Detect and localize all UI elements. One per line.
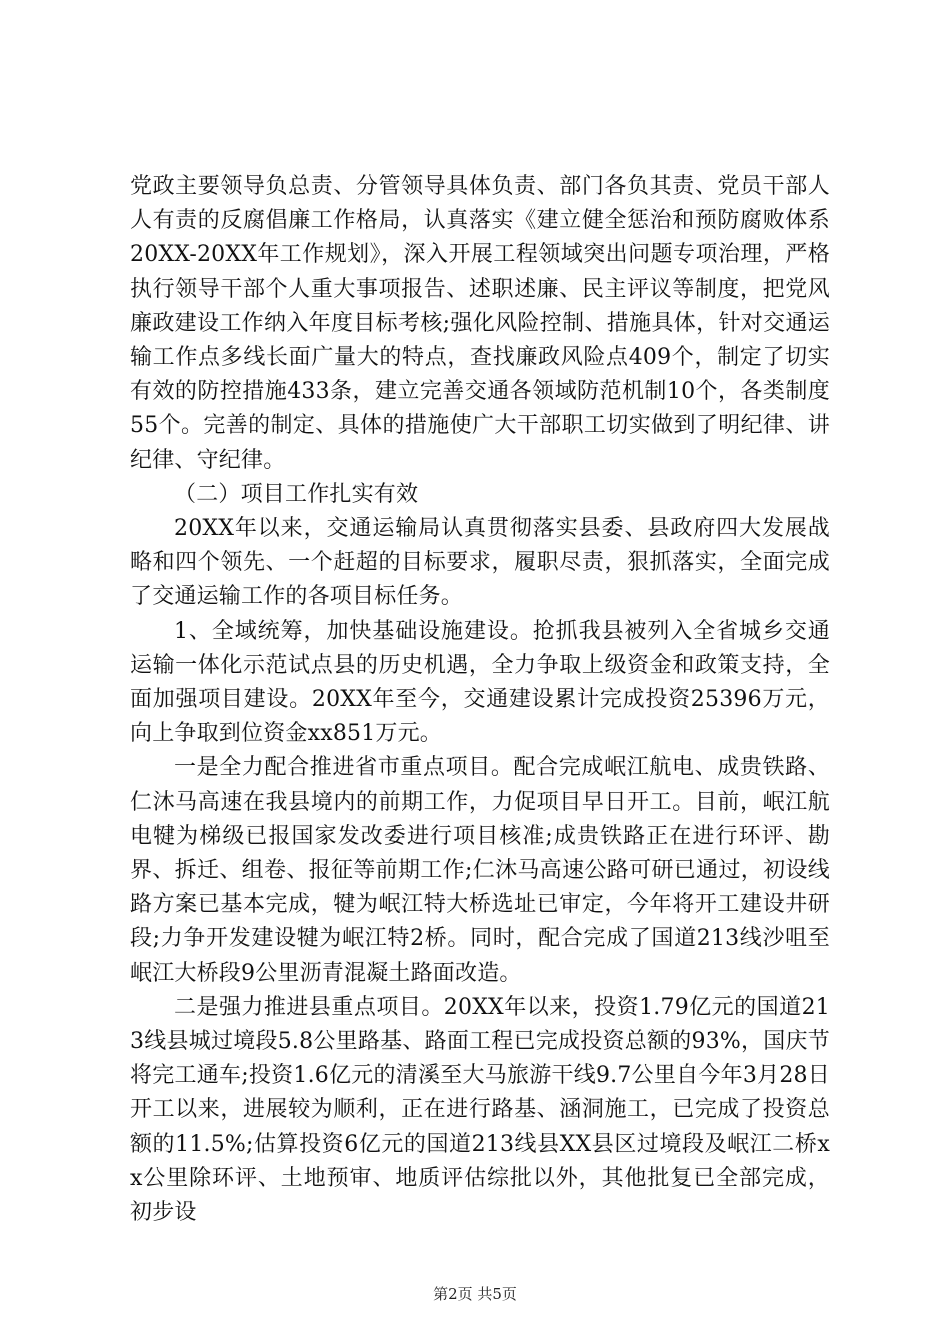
- paragraph-infrastructure: 1、全域统筹，加快基础设施建设。抢抓我县被列入全省城乡交通运输一体化示范试点县的历史机遇，全力争取上级资金和政策支持，全面加强项目建设。20XX年至今，交通建设累计完成投资25396万元，向上争取到位资金xx851万元。: [130, 618, 830, 747]
- document-body: [130, 170, 830, 1230]
- paragraph-provincial-projects: 一是全力配合推进省市重点项目。配合完成岷江航电、成贵铁路、仁沐马高速在我县境内的前期工作，力促项目早日开工。目前，岷江航电犍为梯级已报国家发改委进行项目核准;成贵铁路正在进行环评、勘界、拆迁、组卷、报征等前期工作;仁沐马高速公路可研已通过，初设线路方案已基本完成，犍为岷江特大桥选址已审定，今年将开工建设井研段;力争开发建设犍为岷江特2桥。同时，配合完成了国道213线沙咀至岷江大桥段9公里沥青混凝土路面改造。: [130, 755, 830, 986]
- paragraph-county-projects: 二是强力推进县重点项目。20XX年以来，投资1.79亿元的国道213线县城过境段5.8公里路基、路面工程已完成投资总额的93%，国庆节将完工通车;投资1.6亿元的清溪至大马旅游干线9.7公里自今年3月28日开工以来，进展较为顺利，正在进行路基、涵洞施工，已完成了投资总额的11.5%;估算投资6亿元的国道213线县XX县区过境段及岷江二桥xx公里除环评、土地预审、地质评估综批以外，其他批复已全部完成，初步设: [130, 994, 830, 1226]
- paragraph-projects-intro: 20XX年以来，交通运输局认真贯彻落实县委、县政府四大发展战略和四个领先、一个赶超的目标要求，履职尽责，狠抓落实，全面完成了交通运输工作的各项目标任务。: [130, 516, 830, 610]
- section-heading-projects: （二）项目工作扎实有效: [174, 481, 419, 507]
- page-number-footer: 第2页 共5页: [433, 1285, 517, 1303]
- paragraph-anti-corruption: 党政主要领导负总责、分管领导具体负责、部门各负其责、党员干部人人有责的反腐倡廉工作格局，认真落实《建立健全惩治和预防腐败体系20XX-20XX年工作规划》，深入开展工程领域突出问题专项治理，严格执行领导干部个人重大事项报告、述职述廉、民主评议等制度，把党风廉政建设工作纳入年度目标考核;强化风险控制、措施具体，针对交通运输工作点多线长面广量大的特点，查找廉政风险点409个，制定了切实有效的防控措施433条，建立完善交通各领域防范机制10个，各类制度55个。完善的制定、具体的措施使广大干部职工切实做到了明纪律、讲纪律、守纪律。: [130, 174, 830, 473]
